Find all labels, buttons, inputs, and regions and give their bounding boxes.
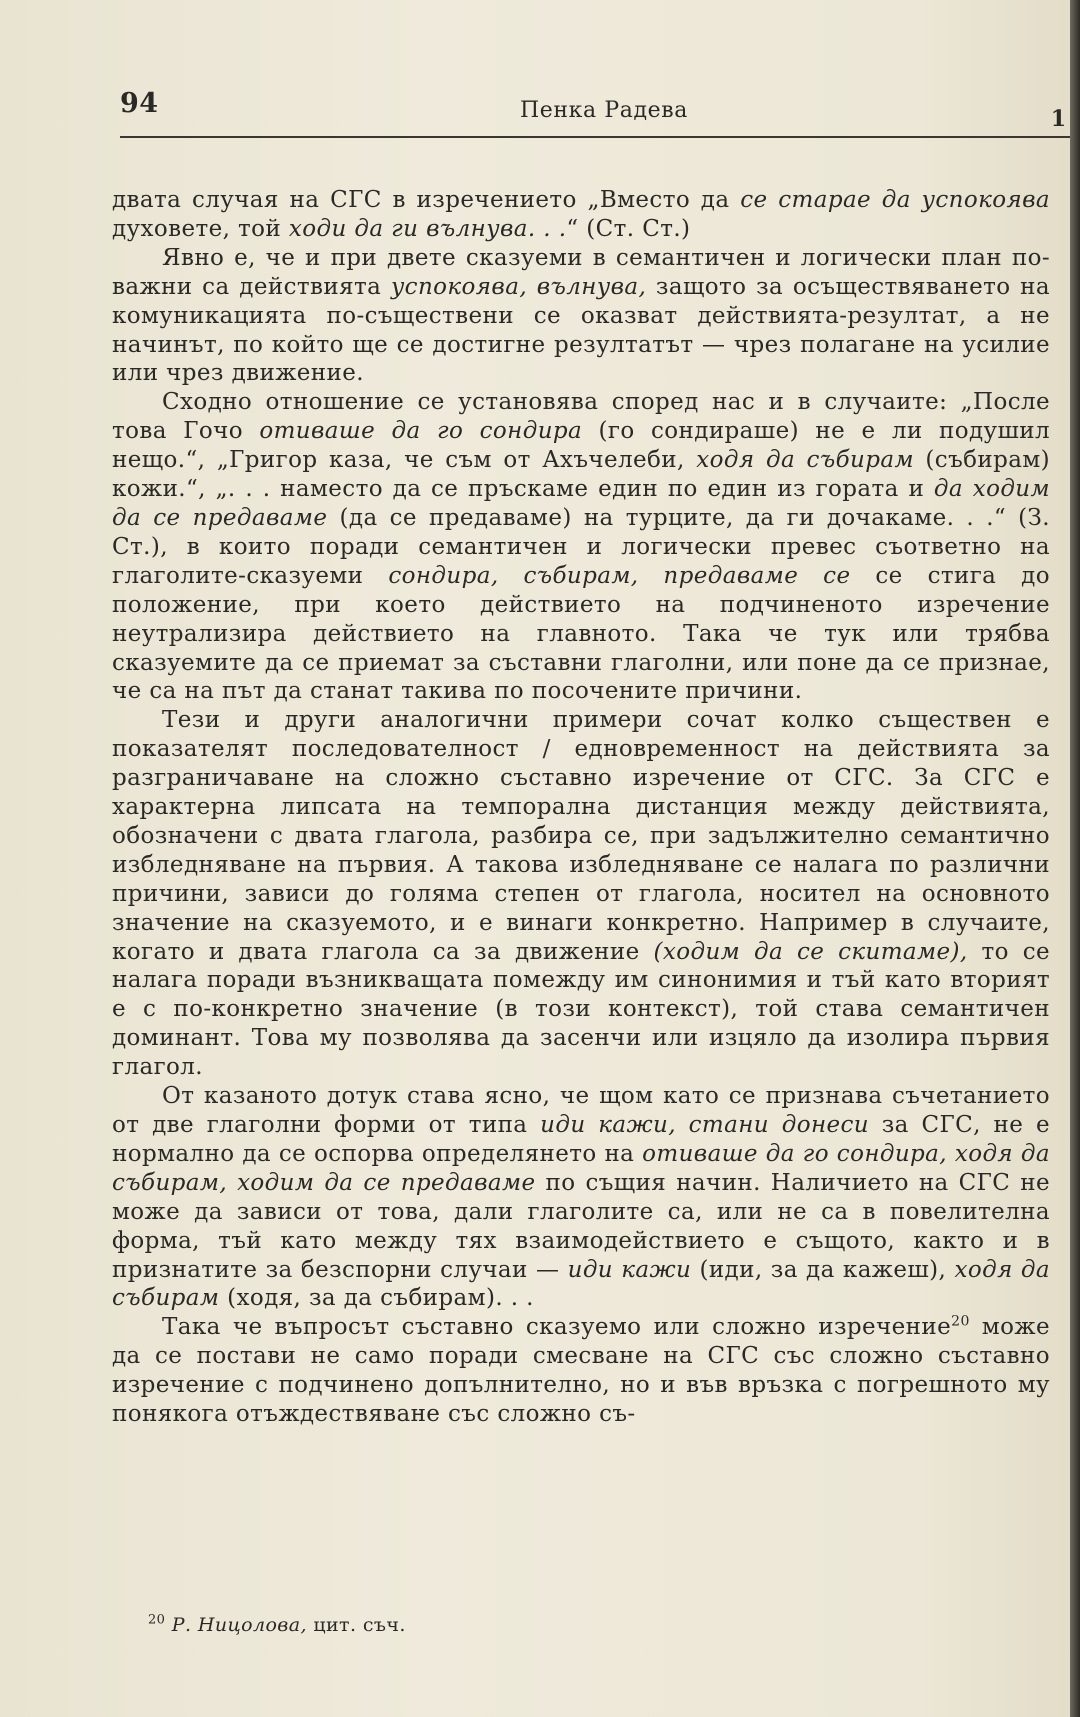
text-run: то се налага поради възникващата помежду им синонимия и тъй като вторият е с по-конкретно значение (в този контекст), той става семантичен доминант. Това му позволява да засенчи или изцяло да изолира първия глагол. (112, 938, 1050, 1081)
text-run: защото за осъществяването на комуникацията по-съществени се оказват действията-резултат, а не начинът, по който ще се достигне резултатът — чрез полагане на усилие или чрез движение. (112, 273, 1050, 387)
italic-example: иди кажи (567, 1256, 692, 1283)
cut-off-margin-text: 1 (1050, 106, 1066, 132)
text-run: Явно е, че и при двете сказуеми в семантичен и логически план по-важни са действията (112, 244, 1050, 300)
italic-example: ходя да събирам (696, 447, 914, 474)
paragraph (112, 706, 1050, 1082)
running-head: Пенка Радева (520, 98, 688, 123)
text-run: От казаното дотук става ясно, че щом като се признава съчетанието от две глаголни форми от типа (112, 1083, 1050, 1138)
footnote-reference: 20 (951, 1313, 970, 1330)
italic-example: се старае да успокоява (740, 187, 1050, 213)
paragraph (112, 186, 1050, 244)
paragraph (112, 388, 1050, 706)
text-run: “ (Ст. Ст.) (566, 215, 691, 242)
text-run: (да се предаваме) на турците, да ги дочакаме. . .“ (З. Ст.), в които поради семантичен и логически превес съответно на глаголите-сказуеми (112, 504, 1050, 589)
italic-example: отиваше да го сондира, ходя да събирам, ходим да се предаваме (112, 1140, 1050, 1196)
paragraph (112, 1313, 1050, 1429)
header-rule (120, 136, 1070, 138)
italic-example: (ходим да се скитаме), (653, 938, 968, 965)
footnote-text: цит. съч. (306, 1614, 406, 1636)
text-run: двата случая на СГС в изречението „Вместо да (112, 187, 741, 213)
text-run: може да се постави не само поради смесване на СГС със сложно съставно изречение с подчинено допълнително, но и във връзка с погрешното му понякога отъждествяване със сложно съ- (112, 1314, 1050, 1428)
text-run: (ходя, за да събирам). . . (219, 1285, 534, 1312)
footnote-marker: 20 (148, 1612, 166, 1628)
italic-example: ходя да събирам (112, 1256, 1050, 1312)
text-run: Сходно отношение се установява според нас и в случаите: „После това Гочо (112, 389, 1050, 445)
italic-example: да ходим да се предаваме (112, 476, 1050, 531)
text-run: по същия начин. Наличието на СГС не може да зависи от това, дали глаголите са, или не са в повелителна форма, тъй като между тях взаимодействието е същото, както и в признатите за безспорни случаи — (112, 1169, 1050, 1283)
page-number: 94 (120, 88, 159, 119)
italic-example: ходи да ги вълнува. . . (288, 215, 567, 242)
paragraph (112, 1082, 1050, 1313)
text-run: (го сондираше) не е ли подушил нещо.“, „Григор каза, че съм от Ахъчелеби, (112, 418, 1051, 474)
text-run: за СГС, не е нормално да се оспорва определянето на (112, 1112, 1050, 1167)
italic-example: успокоява, вълнува, (390, 273, 647, 300)
text-run: (иди, за да кажеш), (691, 1256, 955, 1283)
italic-example: сондира, събирам, предаваме се (388, 562, 851, 589)
text-run: Така че въпросът съставно сказуемо или сложно изречение (162, 1314, 952, 1341)
text-run: се стига до положение, при което действието на подчиненото изречение неутрализира действието на главното. Така че тук или трябва сказуемите да се приемат за съставни глаголни, или поне да се признае, че са на път да станат такива по посочените причини. (112, 562, 1050, 705)
italic-example: отиваше да го сондира (259, 418, 583, 445)
footnote (148, 1614, 406, 1636)
text-run: (събирам) кожи.“, „. . . наместо да се пръскаме един по един из гората и (112, 447, 1050, 503)
paragraph (112, 244, 1050, 389)
italic-example: иди кажи, стани донеси (540, 1112, 870, 1138)
page-edge (1070, 0, 1080, 1717)
text-run: Тези и други аналогични примери сочат колко съществен е показателят последователност / едновременност на действията за разграничаване на сложно съставно изречение от СГС. За СГС е характерна липсата на темпорална дистанция между действията, обозначени с двата глагола, разбира се, при задължително семантично избледняване на първия. А такова избледняване се налага по различни причини, зависи до голяма степен от глагола, носител на основното значение на сказуемото, и е винаги конкретно. Например в случаите, когато и двата глагола са за движение (112, 707, 1050, 965)
body-text (112, 186, 1050, 1429)
footnote-author: Р. Ницолова, (171, 1614, 307, 1636)
text-run: духовете, той (112, 215, 289, 242)
